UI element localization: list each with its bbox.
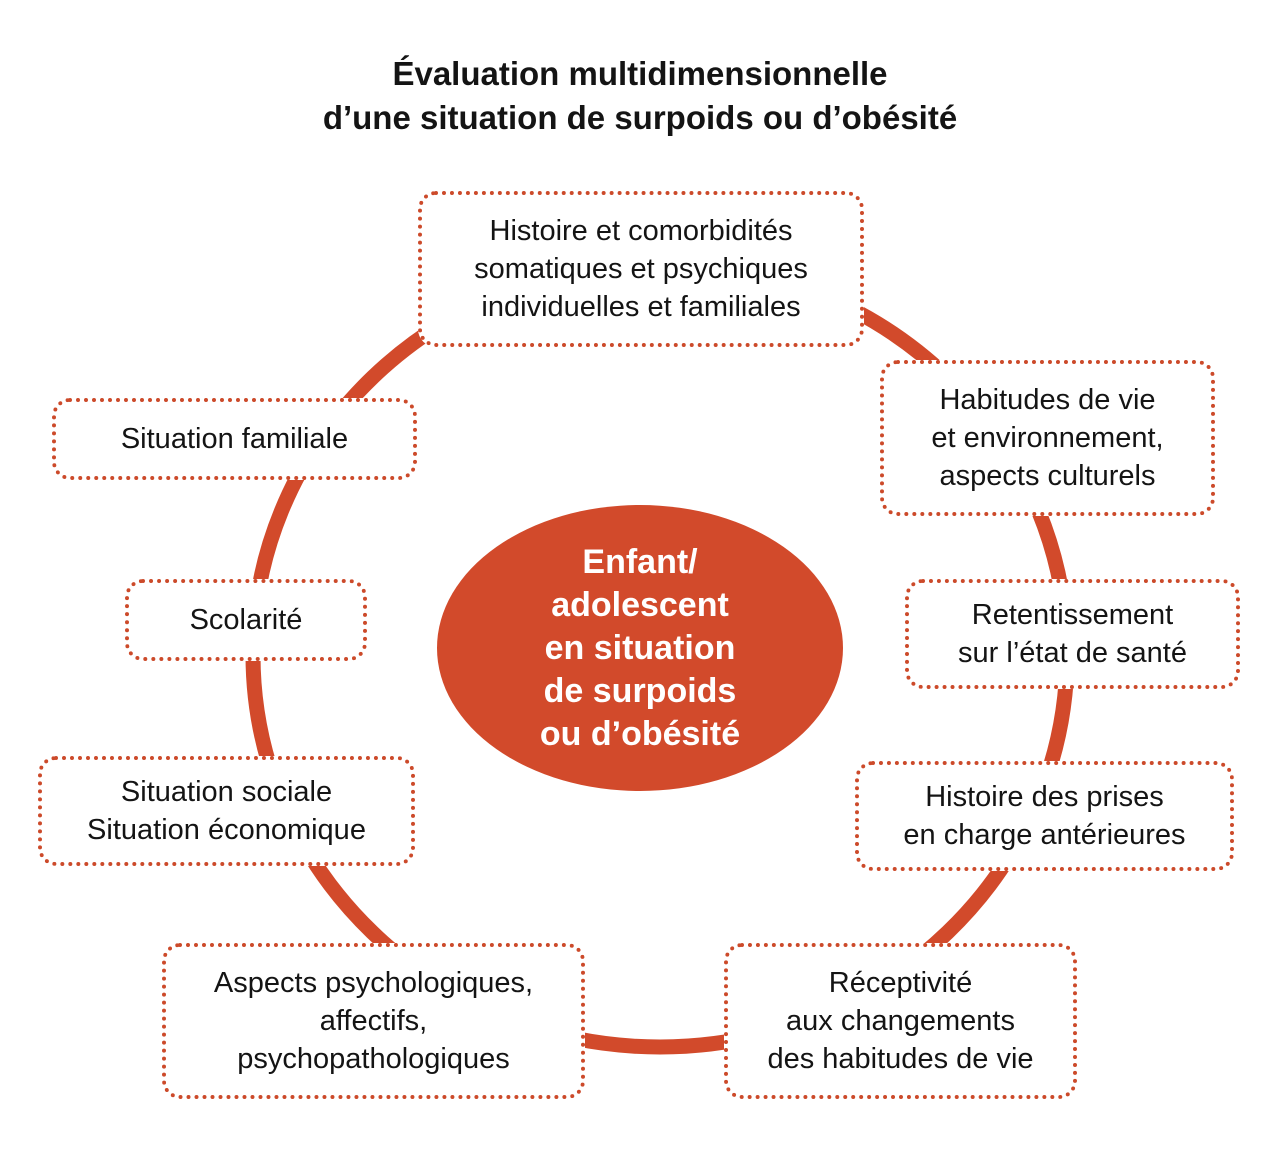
factor-line: affectifs,	[319, 1005, 428, 1037]
factor-line: psychopathologiques	[237, 1043, 510, 1075]
center-line: de surpoids	[543, 671, 737, 710]
factor-line: Situation économique	[87, 814, 366, 846]
factor-line: individuelles et familiales	[481, 291, 801, 323]
title-line-1: Évaluation multidimensionnelle	[392, 55, 888, 92]
center-line: en situation	[544, 628, 736, 667]
factor-receptivity-to-change	[724, 943, 1077, 1099]
factor-schooling	[125, 579, 367, 661]
factor-line: Histoire et comorbidités	[489, 215, 793, 247]
title-line-2: d’une situation de surpoids ou d’obésité	[322, 99, 958, 136]
factor-line: Habitudes de vie	[939, 384, 1156, 416]
factor-social-economic-situation	[38, 756, 415, 866]
factor-line: Aspects psychologiques,	[213, 967, 534, 999]
factor-lifestyle-environment	[880, 360, 1215, 516]
factor-history-comorbidities	[418, 191, 864, 347]
center-subject-ellipse	[437, 505, 843, 791]
center-line: ou d’obésité	[539, 714, 741, 753]
factor-psychological-aspects	[162, 943, 585, 1099]
factor-line: en charge antérieures	[903, 819, 1186, 851]
factor-line: Retentissement	[971, 599, 1174, 631]
factor-line: Histoire des prises	[925, 781, 1164, 813]
factor-line: aspects culturels	[939, 460, 1156, 492]
factor-line: Scolarité	[189, 604, 303, 636]
factor-prior-care-history	[855, 761, 1234, 871]
factor-line: Situation familiale	[120, 423, 349, 455]
factor-family-situation	[52, 398, 417, 480]
factor-line: Situation sociale	[120, 776, 333, 808]
center-line: adolescent	[551, 585, 729, 624]
factor-line: aux changements	[786, 1005, 1015, 1037]
factor-line: Réceptivité	[828, 967, 973, 999]
factor-line: des habitudes de vie	[767, 1043, 1034, 1075]
factor-health-impact	[905, 579, 1240, 689]
center-line: Enfant/	[582, 542, 698, 581]
factor-line: et environnement,	[931, 422, 1164, 454]
factor-line: sur l’état de santé	[958, 637, 1187, 669]
factor-line: somatiques et psychiques	[474, 253, 808, 285]
